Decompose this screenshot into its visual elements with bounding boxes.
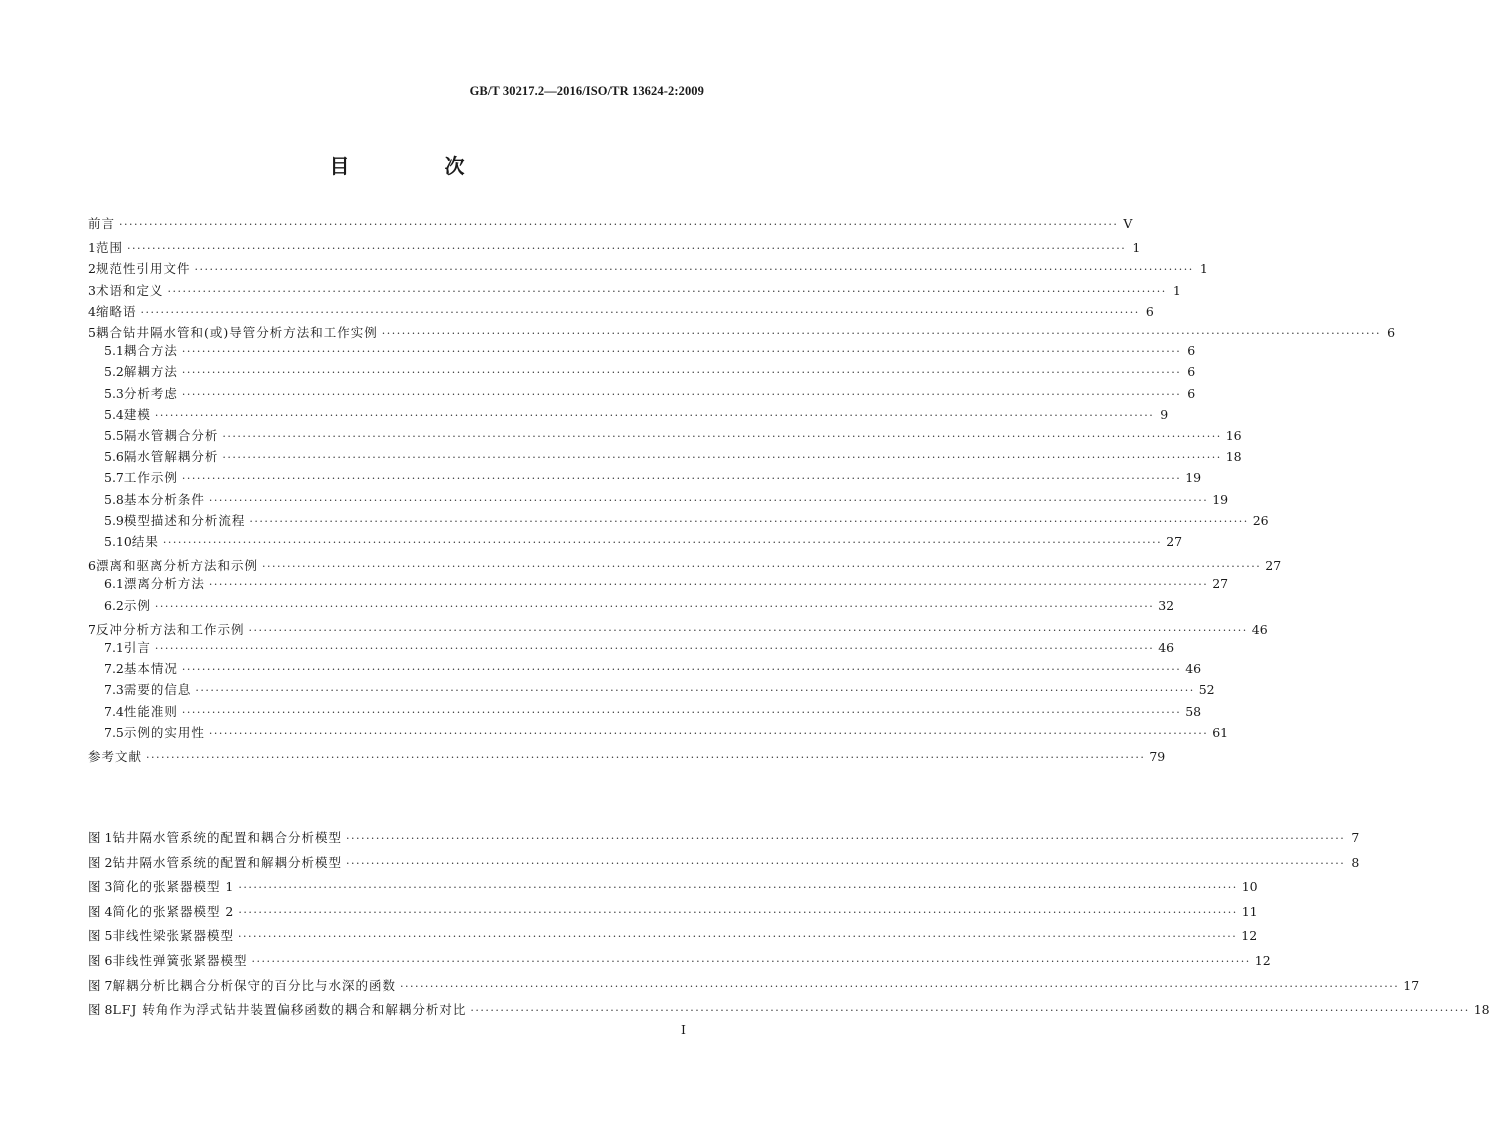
entry-page: 26 <box>1252 512 1269 528</box>
entry-number: 7.1 <box>104 640 124 655</box>
entry-number: 5.6 <box>104 449 124 465</box>
entry-number: 5.7 <box>104 470 124 486</box>
entry-number: 5.9 <box>104 512 124 528</box>
entry-title: 非线性梁张紧器模型 <box>112 928 234 944</box>
figure-entry[interactable] <box>88 877 1258 897</box>
dot-leader: ········································································································································································································ <box>181 366 1182 380</box>
dot-leader: ········································································································································································································ <box>238 905 1238 919</box>
dot-leader: ········································································································································································································ <box>208 578 1209 592</box>
toc-entry[interactable] <box>88 238 1141 258</box>
page-number: I <box>681 1022 686 1037</box>
entry-page: 6 <box>1187 385 1196 401</box>
dot-leader: ········································································································································································································ <box>249 514 1249 528</box>
entry-number: 2 <box>88 261 96 277</box>
entry-title: 前言 <box>88 216 116 231</box>
entry-title: 隔水管解耦分析 <box>123 449 219 465</box>
entry-title: 漂离分析方法 <box>123 576 205 592</box>
dot-leader: ········································································································································································································ <box>222 430 1222 443</box>
entry-page: 6 <box>1187 364 1196 380</box>
toc-entry[interactable] <box>88 747 1166 767</box>
dot-leader: ········································································································································································································ <box>251 955 1251 968</box>
entry-title: 解耦方法 <box>123 364 178 380</box>
figure-entry[interactable] <box>88 902 1258 922</box>
entry-title: 漂离和驱离分析方法和示例 <box>95 558 258 574</box>
entry-title: 需要的信息 <box>123 682 192 698</box>
entry-page: 12 <box>1241 928 1258 944</box>
entry-number: 3 <box>88 282 96 298</box>
figure-entry[interactable] <box>88 926 1258 946</box>
toc-entry[interactable] <box>88 620 1268 640</box>
entry-number: 4 <box>88 303 96 319</box>
entry-page: 18 <box>1473 1002 1490 1018</box>
entry-number: 5.2 <box>104 364 124 380</box>
entry-title: 模型描述和分析流程 <box>123 512 246 528</box>
entry-title: 结果 <box>131 534 159 549</box>
entry-number: 6.1 <box>104 576 124 592</box>
entry-number: 1 <box>88 240 96 256</box>
dot-leader: ········································································································································································································ <box>154 408 1155 422</box>
entry-page: 11 <box>1241 903 1258 919</box>
entry-title: 简化的张紧器模型 1 <box>112 879 235 895</box>
entry-page: 58 <box>1185 703 1202 719</box>
entry-title: 钻井隔水管系统的配置和耦合分析模型 <box>112 830 342 845</box>
entry-title: 钻井隔水管系统的配置和解耦分析模型 <box>112 854 342 870</box>
entry-title: 规范性引用文件 <box>95 261 191 277</box>
toc-entry[interactable] <box>88 362 1196 382</box>
dot-leader: ········································································································································································································ <box>222 451 1222 465</box>
entry-number: 5.4 <box>104 406 124 422</box>
entry-title: 简化的张紧器模型 2 <box>112 903 235 919</box>
entry-title: 缩略语 <box>95 303 137 319</box>
entry-number: 6.2 <box>104 597 124 613</box>
entry-number: 7.3 <box>104 682 124 698</box>
dot-leader: ········································································································································································································ <box>261 560 1262 574</box>
page-title: 目 次 <box>329 154 509 178</box>
entry-page: 46 <box>1158 640 1175 655</box>
dot-leader: ········································································································································································································ <box>162 536 1163 549</box>
entry-page: 6 <box>1145 303 1154 319</box>
entry-title: 术语和定义 <box>95 282 164 298</box>
toc-entry[interactable] <box>88 405 1169 425</box>
entry-number: 图 6 <box>88 953 113 968</box>
entry-number: 5.5 <box>104 428 124 443</box>
dot-leader: ········································································································································································································ <box>181 705 1182 719</box>
dot-leader: ········································································································································································································ <box>248 623 1248 637</box>
entry-page: 1 <box>1199 261 1208 277</box>
dot-leader: ········································································································································································································ <box>194 263 1194 277</box>
entry-title: 隔水管耦合分析 <box>123 428 219 443</box>
entry-page: V <box>1123 216 1133 231</box>
entry-number: 图 4 <box>88 903 113 919</box>
entry-page: 19 <box>1185 470 1202 486</box>
dot-leader: ········································································································································································································ <box>154 642 1155 655</box>
entry-title: 参考文献 <box>88 749 143 764</box>
figure-entry[interactable] <box>88 853 1360 873</box>
entry-number: 5.8 <box>104 491 124 507</box>
toc-entry[interactable] <box>88 702 1202 722</box>
entry-title: 耦合钻井隔水管和(或)导管分析方法和工作实例 <box>95 325 378 340</box>
toc-entry[interactable] <box>88 680 1215 700</box>
entry-title: 非线性弹簧张紧器模型 <box>112 953 248 968</box>
entry-page: 1 <box>1172 282 1181 298</box>
entry-title: 解耦分析比耦合分析保守的百分比与水深的函数 <box>112 977 396 993</box>
entry-page: 18 <box>1225 449 1242 465</box>
entry-title: 反冲分析方法和工作示例 <box>95 621 245 637</box>
dot-leader: ········································································································································································································ <box>399 979 1400 993</box>
entry-title: 范围 <box>95 240 123 256</box>
figure-entry[interactable] <box>88 976 1420 996</box>
dot-leader: ········································································································································································································ <box>140 305 1140 319</box>
entry-page: 6 <box>1387 325 1396 340</box>
dot-leader: ········································································································································································································ <box>181 472 1182 486</box>
entry-title: 工作示例 <box>123 470 178 486</box>
toc-entry[interactable] <box>88 723 1229 743</box>
entry-page: 6 <box>1187 343 1196 359</box>
figure-entry[interactable] <box>88 828 1360 848</box>
entry-page: 10 <box>1241 879 1258 895</box>
entry-number: 5.1 <box>104 343 124 359</box>
entry-number: 图 5 <box>88 928 113 944</box>
entry-number: 图 1 <box>88 830 113 845</box>
entry-number: 图 8 <box>88 1002 113 1018</box>
entry-number: 7.2 <box>104 661 124 677</box>
toc-entry[interactable] <box>88 323 1396 343</box>
entry-number: 7.4 <box>104 703 124 719</box>
toc-entry[interactable] <box>88 638 1175 658</box>
toc-entry[interactable] <box>88 511 1269 531</box>
entry-page: 46 <box>1185 661 1202 677</box>
entry-number: 图 2 <box>88 854 113 870</box>
entry-title: 基本情况 <box>123 661 178 677</box>
dot-leader: ········································································································································································································ <box>237 930 1238 944</box>
entry-page: 17 <box>1403 977 1420 993</box>
dot-leader: ········································································································································································································ <box>126 242 1127 256</box>
toc-entry[interactable] <box>88 214 1133 234</box>
entry-page: 27 <box>1265 558 1282 574</box>
entry-number: 5 <box>88 325 96 340</box>
toc-entry[interactable] <box>88 490 1229 510</box>
toc-entry[interactable] <box>88 532 1183 552</box>
toc-entry[interactable] <box>88 259 1208 279</box>
toc-entry[interactable] <box>88 384 1196 404</box>
entry-number: 图 3 <box>88 879 113 895</box>
dot-leader: ········································································································································································································ <box>238 881 1238 895</box>
entry-page: 79 <box>1149 749 1166 764</box>
entry-title: 分析考虑 <box>123 385 178 401</box>
toc-entry[interactable] <box>88 468 1202 488</box>
dot-leader: ········································································································································································································ <box>181 663 1182 677</box>
entry-title: 引言 <box>123 640 151 655</box>
dot-leader: ········································································································································································································ <box>470 1004 1470 1018</box>
toc-entry[interactable] <box>88 302 1154 322</box>
toc-entry[interactable] <box>88 596 1175 616</box>
entry-title: 建模 <box>123 406 151 422</box>
standard-code: GB/T 30217.2—2016/ISO/TR 13624-2:2009 <box>469 84 704 98</box>
dot-leader: ········································································································································································································ <box>181 345 1182 359</box>
dot-leader: ········································································································································································································ <box>119 218 1119 231</box>
dot-leader: ········································································································································································································ <box>345 856 1346 870</box>
entry-number: 7 <box>88 621 96 637</box>
dot-leader: ········································································································································································································ <box>195 684 1195 698</box>
figure-entry[interactable] <box>88 1000 1490 1020</box>
dot-leader: ········································································································································································································ <box>181 387 1182 401</box>
entry-number: 7.5 <box>104 724 124 740</box>
toc-entry[interactable] <box>88 574 1229 594</box>
entry-title: LFJ 转角作为浮式钻井装置偏移函数的耦合和解耦分析对比 <box>112 1002 467 1018</box>
entry-page: 7 <box>1351 830 1360 845</box>
toc-entry[interactable] <box>88 341 1196 361</box>
dot-leader: ········································································································································································································ <box>208 493 1209 507</box>
entry-page: 27 <box>1166 534 1183 549</box>
entry-page: 1 <box>1132 240 1141 256</box>
toc-entry[interactable] <box>88 426 1242 446</box>
entry-number: 5.3 <box>104 385 124 401</box>
entry-title: 基本分析条件 <box>123 491 205 507</box>
entry-page: 12 <box>1254 953 1271 968</box>
entry-page: 61 <box>1212 724 1229 740</box>
entry-title: 示例的实用性 <box>123 724 205 740</box>
dot-leader: ········································································································································································································ <box>154 599 1155 613</box>
entry-page: 32 <box>1158 597 1175 613</box>
entry-page: 52 <box>1198 682 1215 698</box>
entry-number: 图 7 <box>88 977 113 993</box>
entry-title: 耦合方法 <box>123 343 178 359</box>
entry-page: 46 <box>1251 621 1268 637</box>
entry-page: 8 <box>1351 854 1360 870</box>
toc-entry[interactable] <box>88 447 1242 467</box>
entry-page: 19 <box>1212 491 1229 507</box>
entry-page: 27 <box>1212 576 1229 592</box>
dot-leader: ········································································································································································································ <box>381 327 1382 340</box>
dot-leader: ········································································································································································································ <box>146 751 1146 764</box>
dot-leader: ········································································································································································································ <box>345 832 1346 845</box>
toc-entry[interactable] <box>88 659 1202 679</box>
toc-entry[interactable] <box>88 281 1181 301</box>
toc-entry[interactable] <box>88 556 1282 576</box>
entry-page: 16 <box>1225 428 1242 443</box>
figure-entry[interactable] <box>88 951 1271 971</box>
entry-number: 5.10 <box>104 534 132 549</box>
entry-title: 性能准则 <box>123 703 178 719</box>
entry-title: 示例 <box>123 597 151 613</box>
dot-leader: ········································································································································································································ <box>167 284 1167 298</box>
entry-page: 9 <box>1160 406 1169 422</box>
entry-number: 6 <box>88 558 96 574</box>
dot-leader: ········································································································································································································ <box>208 726 1209 740</box>
